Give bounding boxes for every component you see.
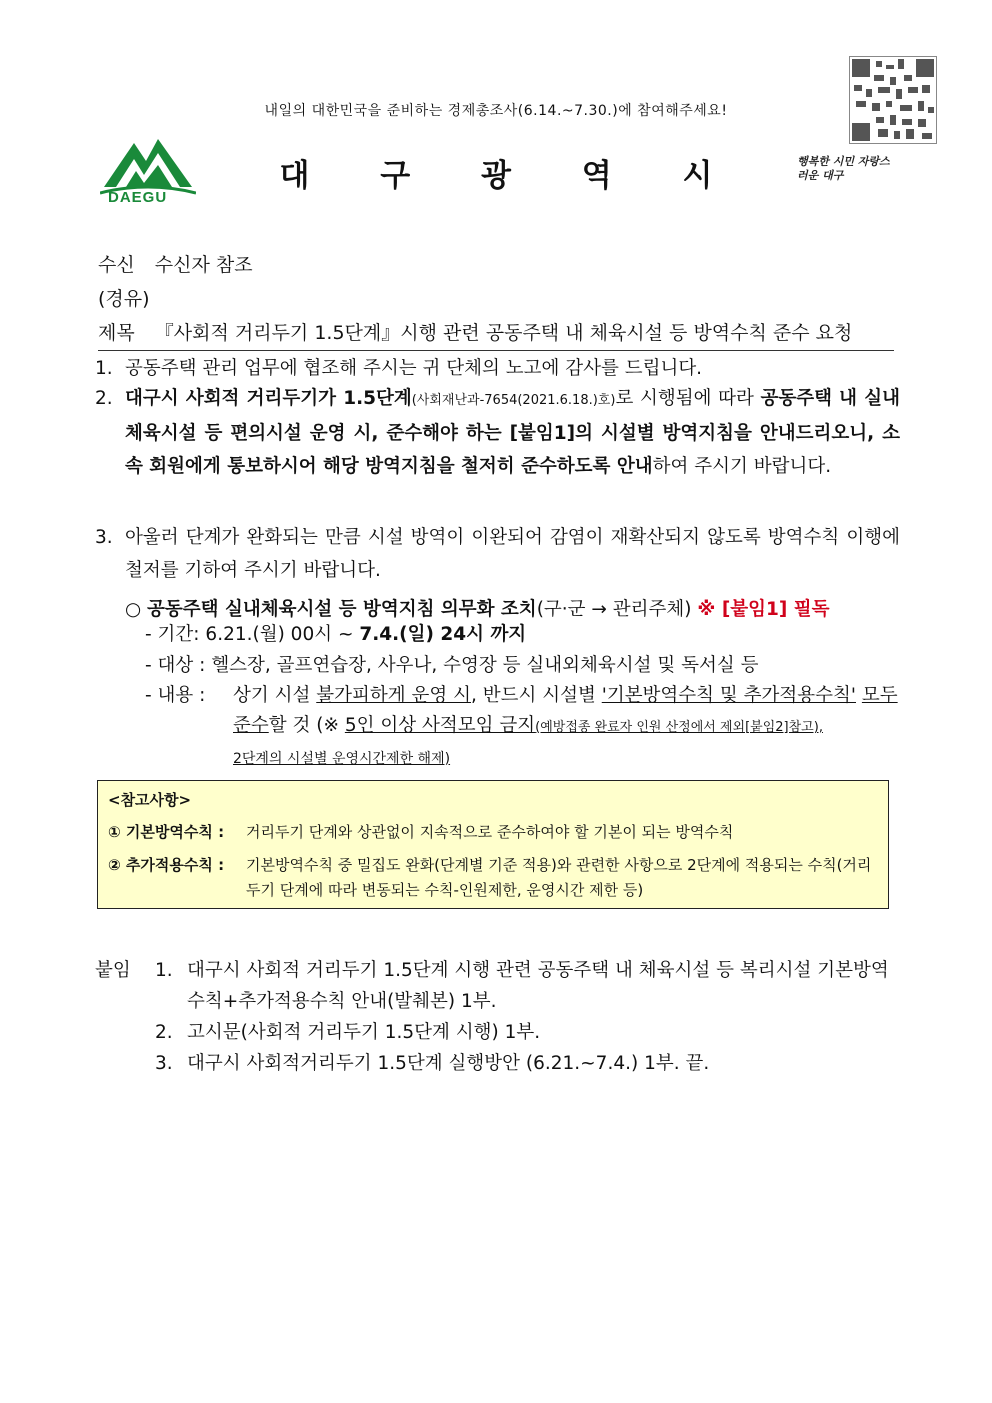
reference-row-2 (108, 853, 878, 903)
item-number: 2. (95, 388, 113, 409)
logo-text: DAEGU (108, 189, 168, 206)
reference-heading: <참고사항> (108, 791, 192, 809)
detail-period (145, 620, 526, 650)
attachment-spacer (95, 1017, 155, 1048)
detail-value (233, 681, 905, 774)
attachment-number: 1. (155, 960, 173, 981)
text-run: '기본방역수칙 및 추가적용수칙' (601, 685, 856, 706)
text-run: 할 것 (※ (268, 715, 345, 736)
recipient-row (98, 250, 253, 277)
subject-row (98, 318, 894, 351)
measure-title (125, 595, 830, 621)
attachment-spacer (95, 1048, 155, 1079)
circle-bullet-icon: ○ (125, 599, 142, 620)
item-text: 아울러 단계가 완화되는 만큼 시설 방역이 이완되어 감염이 재확산되지 않도록 방역수칙 이행에 철저를 기하여 주시기 바랍니다. (125, 527, 900, 581)
text-run: 불가피하게 운영 시 (316, 685, 471, 706)
attachments-label: 붙임 (95, 960, 131, 981)
attachment-row-1 (95, 955, 900, 1017)
body-item-1 (95, 352, 900, 385)
detail-key: - 내용 : (145, 685, 206, 706)
reference-row-1 (108, 820, 878, 845)
item-reference: (사회재난과-7654(2021.6.18.)호) (411, 393, 616, 408)
attachment-text: 대구시 사회적 거리두기 1.5단계 시행 관련 공동주택 내 체육시설 등 복리시설 기본방역수칙+추가적용수칙 안내(발췌본) 1부. (187, 960, 889, 1012)
detail-value: 6.21.(월) 00시 ~ (205, 624, 360, 645)
detail-key: - 기간: (145, 624, 200, 645)
attachment-row-2 (95, 1017, 900, 1048)
detail-target (145, 651, 759, 681)
item-text: 공동주택 관리 업무에 협조해 주시는 귀 단체의 노고에 감사를 드립니다. (125, 358, 703, 379)
attachment-number: 3. (155, 1053, 173, 1074)
reference-key: ② 추가적용수칙 : (108, 856, 225, 874)
item-text (125, 382, 900, 483)
detail-value-bold: 7.4.(일) 24시 까지 (359, 624, 527, 645)
item-plain-text: 하여 주시기 바랍니다. (652, 456, 832, 477)
body-item-3 (95, 521, 900, 587)
campaign-slogan: 내일의 대한민국을 준비하는 경제총조사(6.14.~7.30.)에 참여해주세요! (264, 103, 728, 119)
reference-value: 기본방역수칙 중 밀집도 완화(단계별 기준 적용)와 관련한 사항으로 2단계에 적용되는 수칙(거리두기 단계에 따라 변동되는 수칙-인원제한, 운영시간 제한 등) (246, 856, 872, 899)
text-run: (예방접종 완료자 인원 산정에서 제외[붙임2]참고), (535, 720, 823, 735)
measure-title-text: 공동주택 실내체육시설 등 방역지침 의무화 조치 (147, 599, 537, 620)
reference-box (97, 780, 889, 909)
attachment-text: 고시문(사회적 거리두기 1.5단계 시행) 1부. (187, 1022, 541, 1043)
via-row: (경유) (98, 288, 150, 310)
qr-code-icon (849, 56, 937, 144)
recipient-label: 수신 (98, 254, 135, 276)
attachment-number: 2. (155, 1022, 173, 1043)
text-run: , 반드시 시설별 (470, 685, 602, 706)
must-read-note: ※ [붙임1] 필독 (697, 599, 830, 620)
item-bold-text: 대구시 사회적 거리두기가 1.5단계 (125, 388, 412, 409)
subject-label: 제목 (98, 322, 135, 344)
item-bold-text: 공동주택 내 실내체육시설 등 편의시설 운영 시, 준수해야 하는 [붙임1]의 시설별 방역지침을 안내드리오니, 소속 회원에게 통보하시어 해당 방역지침을 철저히 준수하도록 안내 (125, 388, 900, 477)
text-run: 상기 시설 (233, 685, 317, 706)
reference-key: ① 기본방역수칙 : (108, 823, 225, 841)
measure-scope: (구·군 → 관리주체) (536, 599, 692, 620)
attachments (95, 955, 900, 1079)
detail-key: - 대상 : (145, 655, 206, 676)
subject-value: 『사회적 거리두기 1.5단계』시행 관련 공동주택 내 체육시설 등 방역수칙 준수 요청 (154, 322, 853, 344)
city-slogan-text: 행복한 시민 자랑스러운 대구 (797, 155, 890, 182)
item-number: 1. (95, 358, 113, 379)
text-run: 5인 이상 사적모임 금지 (344, 715, 536, 736)
detail-content (145, 681, 905, 774)
reference-value: 거리두기 단계와 상관없이 지속적으로 준수하여야 할 기본이 되는 방역수칙 (246, 823, 734, 841)
item-number: 3. (95, 527, 113, 548)
text-run: 2단계의 시설별 운영시간제한 해제) (233, 751, 451, 767)
recipient-value: 수신자 참조 (154, 254, 253, 276)
organization-name: 대 구 광 역 시 (279, 158, 743, 194)
body-item-2 (95, 382, 900, 483)
city-slogan-logo (797, 155, 897, 189)
item-plain-text: 로 시행됨에 따라 (615, 388, 761, 409)
text-run: 모두 준수 (233, 685, 898, 736)
attachment-text: 대구시 사회적거리두기 1.5단계 실행방안 (6.21.~7.4.) 1부. 끝. (187, 1053, 710, 1074)
detail-value: 헬스장, 골프연습장, 사우나, 수영장 등 실내외체육시설 및 독서실 등 (211, 655, 759, 676)
attachment-row-3 (95, 1048, 900, 1079)
